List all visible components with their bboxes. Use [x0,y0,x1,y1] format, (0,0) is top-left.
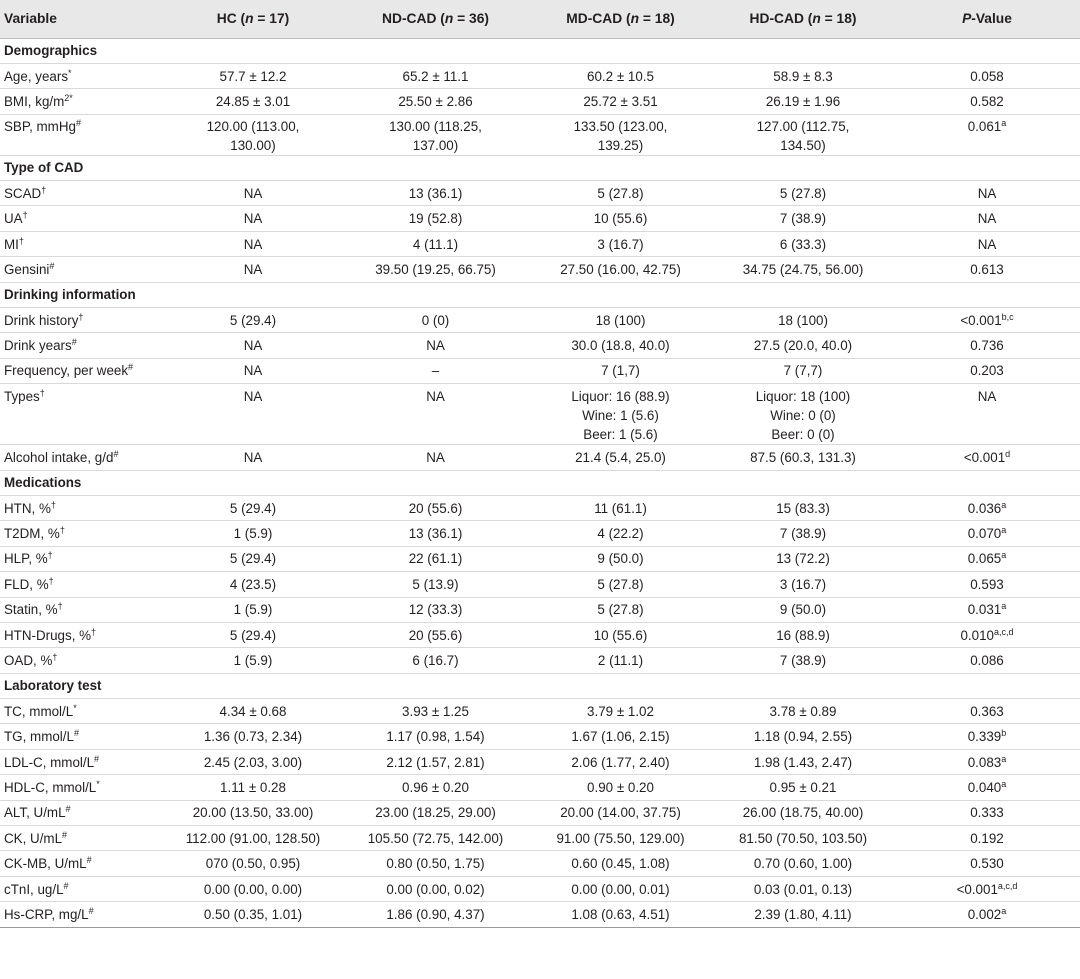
hc-cell: 1 (5.9) [164,648,342,673]
md-cad-cell: 2 (11.1) [529,648,712,673]
md-cad-cell: 60.2 ± 10.5 [529,63,712,88]
p-footnote-mark: a,c,d [994,626,1014,637]
nd-cad-cell: 22 (61.1) [342,546,529,571]
hd-cad-cell: 7 (38.9) [712,648,894,673]
table-row [0,89,1080,114]
p-value-cell: 0.002$^a$ [894,902,1080,927]
variable-label: CK, U/mL# [0,826,164,851]
md-cad-cell: 10 (55.6) [529,206,712,231]
hc-cell: 120.00 (113.00, 130.00) [164,114,342,155]
p-footnote-mark: a [1001,117,1007,128]
variable-label: TG, mmol/L# [0,724,164,749]
table-row [0,800,1080,825]
variable-label: Drink years# [0,333,164,358]
md-cad-cell: 3 (16.7) [529,231,712,256]
label-footnote-mark: † [41,184,47,195]
nd-cad-cell: 130.00 (118.25, 137.00) [342,114,529,155]
hd-cad-cell: 87.5 (60.3, 131.3) [712,445,894,470]
label-footnote-mark: † [91,626,97,637]
p-value-cell: 0.058 [894,63,1080,88]
md-cad-cell: 4 (22.2) [529,521,712,546]
hc-cell: NA [164,333,342,358]
md-cad-cell: 10 (55.6) [529,622,712,647]
hc-cell: 5 (29.4) [164,622,342,647]
hd-cad-cell: 5 (27.8) [712,181,894,206]
md-cad-cell: 20.00 (14.00, 37.75) [529,800,712,825]
p-value-cell: 0.339$^b$ [894,724,1080,749]
hd-cad-cell: 1.98 (1.43, 2.47) [712,749,894,774]
label-footnote-mark: # [73,728,79,739]
nd-cad-cell: 39.50 (19.25, 66.75) [342,257,529,282]
variable-label: Hs-CRP, mg/L# [0,902,164,927]
hc-cell: 1 (5.9) [164,597,342,622]
md-cad-cell: 0.60 (0.45, 1.08) [529,851,712,876]
hd-cad-cell: 7 (38.9) [712,521,894,546]
hd-cad-cell: 0.95 ± 0.21 [712,775,894,800]
nd-cad-cell: 20 (55.6) [342,622,529,647]
hc-cell: NA [164,257,342,282]
md-cad-cell: 2.06 (1.77, 2.40) [529,749,712,774]
header-hd-cad: HD-CAD (n = 18) [712,0,894,38]
table-row [0,826,1080,851]
md-cad-cell: 0.90 ± 0.20 [529,775,712,800]
nd-cad-cell: 2.12 (1.57, 2.81) [342,749,529,774]
p-footnote-mark: a [1001,905,1007,916]
hc-cell: 57.7 ± 12.2 [164,63,342,88]
table-row [0,181,1080,206]
nd-cad-cell: 25.50 ± 2.86 [342,89,529,114]
variable-label: Alcohol intake, g/d# [0,445,164,470]
p-value-cell: 0.363 [894,699,1080,724]
variable-label: BMI, $kg/m^{2*}$ [0,89,164,114]
variable-label: TC, mmol/L* [0,699,164,724]
variable-label: HLP, %† [0,546,164,571]
hc-cell: 0.50 (0.35, 1.01) [164,902,342,927]
p-value-cell: NA [894,181,1080,206]
hd-cad-cell: 3.78 ± 0.89 [712,699,894,724]
hc-cell: 070 (0.50, 0.95) [164,851,342,876]
label-footnote-mark: † [39,388,45,399]
label-footnote-mark: † [78,311,84,322]
md-cad-cell: 91.00 (75.50, 129.00) [529,826,712,851]
hc-cell: 20.00 (13.50, 33.00) [164,800,342,825]
hc-cell: 4 (23.5) [164,572,342,597]
nd-cad-cell: 23.00 (18.25, 29.00) [342,800,529,825]
table-row [0,546,1080,571]
md-cad-cell: 1.67 (1.06, 2.15) [529,724,712,749]
p-value-cell: NA [894,206,1080,231]
md-cad-cell: 30.0 (18.8, 40.0) [529,333,712,358]
nd-cad-cell: NA [342,445,529,470]
table-row [0,257,1080,282]
variable-label: Types† [0,384,164,445]
table-row [0,749,1080,774]
p-footnote-mark: a [1001,499,1007,510]
hc-cell: NA [164,231,342,256]
md-cad-cell: Liquor: 16 (88.9) Wine: 1 (5.6) Beer: 1 (5.6) [529,384,712,445]
table-row [0,63,1080,88]
nd-cad-cell: 0 (0) [342,308,529,333]
nd-cad-cell: 3.93 ± 1.25 [342,699,529,724]
hc-cell: NA [164,358,342,383]
variable-label: cTnI, ug/L# [0,876,164,901]
table-row [0,724,1080,749]
variable-label: SBP, mmHg# [0,114,164,155]
header-hc: HC (n = 17) [164,0,342,38]
variable-label: FLD, %† [0,572,164,597]
hc-cell: 112.00 (91.00, 128.50) [164,826,342,851]
header-p-value: P-Value [894,0,1080,38]
md-cad-cell: 5 (27.8) [529,597,712,622]
hd-cad-cell: 1.18 (0.94, 2.55) [712,724,894,749]
md-cad-cell: 1.08 (0.63, 4.51) [529,902,712,927]
hd-cad-cell: 27.5 (20.0, 40.0) [712,333,894,358]
section-title: Laboratory test [0,673,1080,698]
p-footnote-mark: a [1001,525,1007,536]
table-row [0,572,1080,597]
p-value-cell: 0.031$^a$ [894,597,1080,622]
table-row [0,902,1080,927]
label-footnote-mark: † [48,575,54,586]
nd-cad-cell: 13 (36.1) [342,521,529,546]
hc-cell: 5 (29.4) [164,308,342,333]
nd-cad-cell: 65.2 ± 11.1 [342,63,529,88]
hc-cell: 2.45 (2.03, 3.00) [164,749,342,774]
section-header-row [0,155,1080,180]
p-value-cell: $<0.001^{b,c}$ [894,308,1080,333]
label-footnote-mark: # [113,448,119,459]
label-footnote-mark: 2* [64,92,73,103]
p-value-cell: 0.065$^a$ [894,546,1080,571]
table-row [0,876,1080,901]
p-footnote-mark: a [1001,778,1007,789]
label-footnote-mark: † [52,652,58,662]
p-footnote-mark: a [1001,753,1007,764]
label-footnote-mark: † [59,525,65,536]
table-row [0,358,1080,383]
nd-cad-cell: 13 (36.1) [342,181,529,206]
p-value-cell: 0.333 [894,800,1080,825]
nd-cad-cell: 5 (13.9) [342,572,529,597]
p-value-cell: 0.582 [894,89,1080,114]
p-value-cell: 0.736 [894,333,1080,358]
nd-cad-cell: 105.50 (72.75, 142.00) [342,826,529,851]
table-row [0,231,1080,256]
nd-cad-cell: 1.86 (0.90, 4.37) [342,902,529,927]
hc-cell: 5 (29.4) [164,495,342,520]
md-cad-cell: 7 (1,7) [529,358,712,383]
section-title: Demographics [0,38,1080,63]
section-title: Medications [0,470,1080,495]
hd-cad-cell: 3 (16.7) [712,572,894,597]
p-footnote-mark: a,c,d [997,880,1018,891]
p-value-cell: 0.192 [894,826,1080,851]
variable-label: Drink history† [0,308,164,333]
table-row [0,521,1080,546]
p-footnote-mark: d [1005,448,1011,459]
label-footnote-mark: # [65,804,71,815]
table-row [0,851,1080,876]
header-md-cad: MD-CAD (n = 18) [529,0,712,38]
nd-cad-cell: 12 (33.3) [342,597,529,622]
p-value-cell: 0.083$^a$ [894,749,1080,774]
section-header-row [0,470,1080,495]
hd-cad-cell: 58.9 ± 8.3 [712,63,894,88]
hc-cell: 0.00 (0.00, 0.00) [164,876,342,901]
table-row [0,775,1080,800]
variable-label: HTN-Drugs, %† [0,622,164,647]
label-footnote-mark: † [18,235,24,246]
p-value-cell: 0.203 [894,358,1080,383]
p-footnote-mark: b,c [1001,311,1014,322]
hd-cad-cell: 26.19 ± 1.96 [712,89,894,114]
section-title: Drinking information [0,282,1080,307]
hc-cell: NA [164,181,342,206]
table-row [0,114,1080,155]
p-value-cell: NA [894,231,1080,256]
variable-label: OAD, %† [0,648,164,673]
hd-cad-cell: 0.03 (0.01, 0.13) [712,876,894,901]
p-value-cell: 0.530 [894,851,1080,876]
label-footnote-mark: # [128,362,134,373]
hd-cad-cell: 18 (100) [712,308,894,333]
header-nd-cad: ND-CAD (n = 36) [342,0,529,38]
p-value-cell: 0.040$^a$ [894,775,1080,800]
label-footnote-mark: * [68,67,72,78]
p-value-cell: $<0.001^{a,c,d}$ [894,876,1080,901]
table-row [0,495,1080,520]
md-cad-cell: 5 (27.8) [529,181,712,206]
hd-cad-cell: Liquor: 18 (100) Wine: 0 (0) Beer: 0 (0) [712,384,894,445]
table-row [0,597,1080,622]
variable-label: Statin, %† [0,597,164,622]
variable-label: UA† [0,206,164,231]
md-cad-cell: 18 (100) [529,308,712,333]
label-footnote-mark: * [73,702,77,713]
nd-cad-cell: – [342,358,529,383]
hc-cell: 1.11 ± 0.28 [164,775,342,800]
table-row [0,648,1080,673]
variable-label: CK-MB, U/mL# [0,851,164,876]
table-row [0,308,1080,333]
hc-cell: 4.34 ± 0.68 [164,699,342,724]
variable-label: SCAD† [0,181,164,206]
hc-cell: 24.85 ± 3.01 [164,89,342,114]
table-body [0,38,1080,927]
hd-cad-cell: 15 (83.3) [712,495,894,520]
section-title: Type of CAD [0,155,1080,180]
label-footnote-mark: # [88,905,94,916]
p-footnote-mark: a [1001,550,1007,561]
hd-cad-cell: 6 (33.3) [712,231,894,256]
table-row [0,445,1080,470]
table-row [0,384,1080,445]
label-footnote-mark: † [22,210,28,221]
hd-cad-cell: 13 (72.2) [712,546,894,571]
variable-label: LDL-C, mmol/L# [0,749,164,774]
nd-cad-cell: 19 (52.8) [342,206,529,231]
hc-cell: NA [164,445,342,470]
p-value-cell: <0.001$^d$ [894,445,1080,470]
variable-label: T2DM, %† [0,521,164,546]
p-value-cell: 0.010$^{a,c,d}$ [894,622,1080,647]
hd-cad-cell: 34.75 (24.75, 56.00) [712,257,894,282]
p-value-cell: 0.061$^a$ [894,114,1080,155]
hd-cad-cell: 127.00 (112.75, 134.50) [712,114,894,155]
hc-cell: NA [164,384,342,445]
hc-cell: 5 (29.4) [164,546,342,571]
label-footnote-mark: † [57,601,63,612]
md-cad-cell: 0.00 (0.00, 0.01) [529,876,712,901]
hd-cad-cell: 7 (38.9) [712,206,894,231]
md-cad-cell: 27.50 (16.00, 42.75) [529,257,712,282]
table-row [0,333,1080,358]
nd-cad-cell: NA [342,384,529,445]
table-row [0,206,1080,231]
table-row [0,622,1080,647]
label-footnote-mark: # [63,880,69,891]
nd-cad-cell: 4 (11.1) [342,231,529,256]
nd-cad-cell: 20 (55.6) [342,495,529,520]
md-cad-cell: 21.4 (5.4, 25.0) [529,445,712,470]
hd-cad-cell: 16 (88.9) [712,622,894,647]
nd-cad-cell: 0.96 ± 0.20 [342,775,529,800]
label-footnote-mark: # [71,337,77,348]
label-footnote-mark: † [47,550,53,561]
variable-label: HDL-C, mmol/L* [0,775,164,800]
section-header-row [0,673,1080,698]
table-header [0,0,1080,38]
p-value-cell: 0.613 [894,257,1080,282]
p-value-cell: 0.036$^a$ [894,495,1080,520]
label-footnote-mark: # [94,753,100,764]
p-value-cell: 0.070$^a$ [894,521,1080,546]
nd-cad-cell: 1.17 (0.98, 1.54) [342,724,529,749]
variable-label: Frequency, per week# [0,358,164,383]
variable-label: Age, years* [0,63,164,88]
nd-cad-cell: 6 (16.7) [342,648,529,673]
variable-label: MI† [0,231,164,256]
md-cad-cell: 5 (27.8) [529,572,712,597]
hd-cad-cell: 26.00 (18.75, 40.00) [712,800,894,825]
label-footnote-mark: # [86,855,92,866]
p-value-cell: NA [894,384,1080,445]
hc-cell: 1.36 (0.73, 2.34) [164,724,342,749]
variable-label: HTN, %† [0,495,164,520]
hd-cad-cell: 0.70 (0.60, 1.00) [712,851,894,876]
label-footnote-mark: # [62,829,68,840]
header-variable: Variable [0,0,164,38]
label-footnote-mark: # [75,117,81,128]
label-footnote-mark: † [50,499,56,510]
p-value-cell: 0.593 [894,572,1080,597]
variable-label: Gensini# [0,257,164,282]
md-cad-cell: 9 (50.0) [529,546,712,571]
p-value-cell: 0.086 [894,648,1080,673]
nd-cad-cell: 0.80 (0.50, 1.75) [342,851,529,876]
nd-cad-cell: 0.00 (0.00, 0.02) [342,876,529,901]
p-footnote-mark: a [1001,601,1007,612]
section-header-row [0,282,1080,307]
md-cad-cell: 3.79 ± 1.02 [529,699,712,724]
md-cad-cell: 11 (61.1) [529,495,712,520]
hd-cad-cell: 2.39 (1.80, 4.11) [712,902,894,927]
variable-label: ALT, U/mL# [0,800,164,825]
md-cad-cell: 25.72 ± 3.51 [529,89,712,114]
table-row [0,699,1080,724]
hd-cad-cell: 81.50 (70.50, 103.50) [712,826,894,851]
hc-cell: 1 (5.9) [164,521,342,546]
label-footnote-mark: * [96,778,100,789]
hd-cad-cell: 7 (7,7) [712,358,894,383]
p-footnote-mark: b [1001,728,1007,739]
header-row [0,0,1080,38]
hc-cell: NA [164,206,342,231]
section-header-row [0,38,1080,63]
label-footnote-mark: # [49,260,55,271]
hd-cad-cell: 9 (50.0) [712,597,894,622]
md-cad-cell: 133.50 (123.00, 139.25) [529,114,712,155]
nd-cad-cell: NA [342,333,529,358]
